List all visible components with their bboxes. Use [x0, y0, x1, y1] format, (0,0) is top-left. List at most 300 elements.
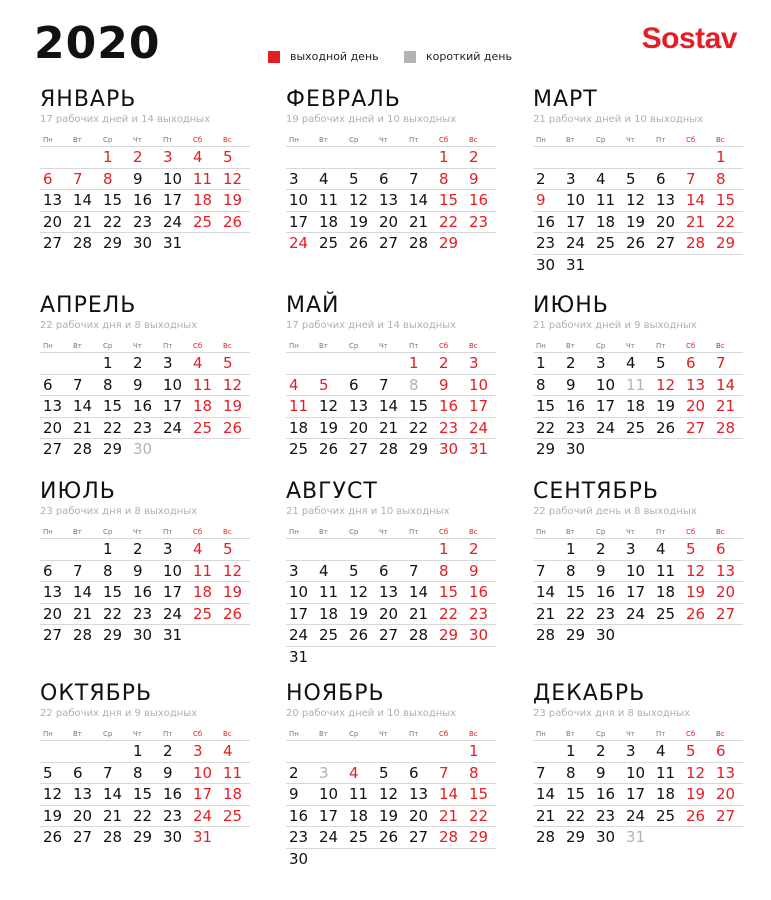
week-row: [286, 646, 496, 668]
month-block: [533, 682, 743, 848]
day-cell: 20: [376, 603, 406, 625]
day-cell: 31: [466, 438, 496, 460]
day-cell: 10: [623, 762, 653, 784]
empty-cell: [316, 352, 346, 374]
day-cell: 27: [653, 232, 683, 254]
empty-cell: [40, 740, 70, 762]
day-cell: 3: [160, 538, 190, 560]
day-cell: 19: [40, 805, 70, 827]
day-cell: 25: [316, 232, 346, 254]
day-cell: 29: [406, 438, 436, 460]
day-cell: 29: [563, 826, 593, 848]
day-cell: 13: [40, 395, 70, 417]
day-cell: 4: [220, 740, 250, 762]
day-cell: 22: [563, 603, 593, 625]
empty-cell: [466, 232, 496, 254]
short-legend-label: короткий день: [426, 50, 512, 63]
empty-cell: [40, 352, 70, 374]
weekday-label: Вт: [73, 528, 82, 536]
day-cell: 14: [70, 189, 100, 211]
day-cell: 28: [70, 232, 100, 254]
day-cell: 25: [220, 805, 250, 827]
week-row: [533, 211, 743, 233]
empty-cell: [286, 352, 316, 374]
day-cell: 26: [623, 232, 653, 254]
day-cell: 22: [436, 211, 466, 233]
empty-cell: [70, 740, 100, 762]
day-cell: 4: [190, 538, 220, 560]
month-block: [286, 480, 496, 667]
day-cell: 5: [220, 146, 250, 168]
day-cell: 27: [406, 826, 436, 848]
week-row: [533, 560, 743, 582]
day-cell: 24: [160, 603, 190, 625]
day-cell: 2: [466, 146, 496, 168]
month-summary: 17 рабочих дней и 14 выходных: [40, 114, 211, 125]
month-block: [286, 88, 496, 254]
day-cell: 16: [466, 189, 496, 211]
day-cell: 26: [346, 232, 376, 254]
day-cell: 3: [563, 168, 593, 190]
day-cell: 6: [376, 560, 406, 582]
day-cell: 27: [713, 603, 743, 625]
day-cell: 29: [713, 232, 743, 254]
day-cell: 3: [160, 146, 190, 168]
empty-cell: [70, 352, 100, 374]
weekday-header: [286, 526, 496, 538]
day-cell: 28: [406, 232, 436, 254]
empty-cell: [376, 352, 406, 374]
day-cell: 14: [406, 189, 436, 211]
day-cell: 30: [436, 438, 466, 460]
weekday-label: Сб: [439, 136, 449, 144]
day-cell: 16: [593, 581, 623, 603]
empty-cell: [593, 438, 623, 460]
day-cell: 21: [713, 395, 743, 417]
weekday-label: Пн: [536, 136, 546, 144]
month-summary: 23 рабочих дня и 8 выходных: [533, 708, 691, 719]
day-cell: 11: [190, 560, 220, 582]
empty-cell: [713, 438, 743, 460]
weekday-label: Чт: [133, 136, 142, 144]
day-cell: 22: [100, 211, 130, 233]
legend-short: [404, 50, 512, 63]
month-block: [286, 682, 496, 869]
week-row: [40, 395, 250, 417]
day-cell: 26: [220, 603, 250, 625]
day-cell: 26: [683, 805, 713, 827]
day-cell: 10: [286, 189, 316, 211]
day-cell: 13: [346, 395, 376, 417]
day-cell: 22: [466, 805, 496, 827]
day-cell: 5: [220, 352, 250, 374]
day-cell: 12: [346, 581, 376, 603]
day-cell: 7: [436, 762, 466, 784]
day-cell: 8: [533, 374, 563, 396]
empty-cell: [40, 538, 70, 560]
week-row: [533, 232, 743, 254]
day-cell: 21: [533, 805, 563, 827]
week-row: [533, 538, 743, 560]
day-cell: 28: [533, 826, 563, 848]
day-cell: 4: [316, 168, 346, 190]
month-summary: 22 рабочих дня и 8 выходных: [40, 320, 198, 331]
day-cell: 1: [130, 740, 160, 762]
day-cell: 22: [406, 417, 436, 439]
day-cell: 28: [70, 438, 100, 460]
day-cell: 28: [406, 624, 436, 646]
week-row: [533, 624, 743, 646]
weekday-label: Вс: [223, 528, 232, 536]
day-cell: 2: [286, 762, 316, 784]
day-cell: 15: [533, 395, 563, 417]
day-cell: 9: [286, 783, 316, 805]
brand-logo: Sostav: [641, 22, 737, 55]
day-cell: 5: [376, 762, 406, 784]
week-row: [286, 168, 496, 190]
day-cell: 17: [160, 581, 190, 603]
day-cell: 15: [100, 189, 130, 211]
day-cell: 20: [653, 211, 683, 233]
week-row: [40, 189, 250, 211]
day-cell: 13: [70, 783, 100, 805]
day-cell: 20: [346, 417, 376, 439]
day-cell: 6: [713, 538, 743, 560]
empty-cell: [190, 438, 220, 460]
day-cell: 3: [466, 352, 496, 374]
week-row: [40, 581, 250, 603]
weekday-label: Ср: [596, 528, 606, 536]
day-cell: 16: [160, 783, 190, 805]
day-cell: 19: [376, 805, 406, 827]
empty-cell: [316, 646, 346, 668]
day-cell: 18: [653, 581, 683, 603]
month-block: [286, 294, 496, 460]
month-name: ИЮНЬ: [533, 293, 609, 318]
day-cell: 12: [683, 560, 713, 582]
empty-cell: [286, 740, 316, 762]
day-cell: 10: [563, 189, 593, 211]
weekday-label: Ср: [596, 730, 606, 738]
day-cell: 13: [713, 560, 743, 582]
day-cell: 29: [563, 624, 593, 646]
day-cell: 15: [563, 783, 593, 805]
day-cell: 5: [683, 538, 713, 560]
weekday-label: Пн: [43, 528, 53, 536]
empty-cell: [713, 624, 743, 646]
weekday-header: [533, 728, 743, 740]
day-cell: 9: [563, 374, 593, 396]
month-name: ФЕВРАЛЬ: [286, 87, 401, 112]
weekday-label: Ср: [103, 136, 113, 144]
empty-cell: [623, 254, 653, 276]
empty-cell: [286, 538, 316, 560]
day-cell: 10: [190, 762, 220, 784]
empty-cell: [713, 254, 743, 276]
day-cell: 12: [376, 783, 406, 805]
day-cell: 15: [436, 581, 466, 603]
day-cell: 19: [346, 603, 376, 625]
day-cell: 4: [190, 146, 220, 168]
day-cell: 14: [376, 395, 406, 417]
day-cell: 29: [436, 624, 466, 646]
day-cell: 16: [466, 581, 496, 603]
day-cell: 23: [563, 417, 593, 439]
week-row: [40, 168, 250, 190]
day-cell: 1: [100, 352, 130, 374]
day-cell: 17: [623, 783, 653, 805]
day-cell: 19: [683, 581, 713, 603]
day-cell: 19: [346, 211, 376, 233]
day-cell: 18: [190, 581, 220, 603]
day-cell: 8: [100, 374, 130, 396]
weekday-header: [533, 134, 743, 146]
week-row: [286, 146, 496, 168]
weekday-label: Чт: [133, 342, 142, 350]
day-cell: 4: [623, 352, 653, 374]
day-cell: 6: [40, 560, 70, 582]
day-cell: 24: [160, 211, 190, 233]
day-cell: 25: [653, 805, 683, 827]
day-cell: 11: [346, 783, 376, 805]
day-cell: 15: [713, 189, 743, 211]
day-cell: 29: [436, 232, 466, 254]
day-cell: 26: [683, 603, 713, 625]
empty-cell: [376, 146, 406, 168]
day-cell: 1: [563, 538, 593, 560]
day-cell: 22: [713, 211, 743, 233]
day-cell: 2: [160, 740, 190, 762]
week-row: [533, 189, 743, 211]
day-cell: 19: [623, 211, 653, 233]
day-cell: 16: [130, 581, 160, 603]
day-cell: 30: [130, 438, 160, 460]
weekday-label: Вс: [223, 730, 232, 738]
weekday-label: Чт: [133, 528, 142, 536]
day-cell: 1: [563, 740, 593, 762]
empty-cell: [466, 848, 496, 870]
day-cell: 10: [160, 560, 190, 582]
day-cell: 2: [130, 352, 160, 374]
day-cell: 25: [190, 603, 220, 625]
day-cell: 20: [683, 395, 713, 417]
day-cell: 19: [653, 395, 683, 417]
day-cell: 16: [130, 189, 160, 211]
day-cell: 3: [623, 538, 653, 560]
empty-cell: [316, 538, 346, 560]
day-cell: 16: [593, 783, 623, 805]
day-cell: 5: [623, 168, 653, 190]
weekday-label: Вт: [73, 730, 82, 738]
empty-cell: [346, 352, 376, 374]
day-cell: 20: [40, 417, 70, 439]
day-cell: 21: [70, 211, 100, 233]
month-block: [40, 480, 250, 646]
day-cell: 20: [376, 211, 406, 233]
day-cell: 16: [286, 805, 316, 827]
day-cell: 18: [593, 211, 623, 233]
day-cell: 25: [190, 417, 220, 439]
day-cell: 28: [100, 826, 130, 848]
weekday-label: Пт: [409, 528, 419, 536]
empty-cell: [70, 146, 100, 168]
weekday-header: [40, 340, 250, 352]
day-cell: 28: [436, 826, 466, 848]
month-block: [40, 88, 250, 254]
weekday-label: Пн: [536, 528, 546, 536]
day-cell: 14: [70, 395, 100, 417]
empty-cell: [346, 146, 376, 168]
day-cell: 5: [40, 762, 70, 784]
day-cell: 10: [316, 783, 346, 805]
day-cell: 19: [220, 395, 250, 417]
weekday-label: Вс: [223, 136, 232, 144]
weekday-label: Пн: [289, 730, 299, 738]
weekday-label: Вс: [223, 342, 232, 350]
empty-cell: [190, 232, 220, 254]
day-cell: 21: [533, 603, 563, 625]
day-cell: 9: [466, 168, 496, 190]
week-row: [286, 624, 496, 646]
day-cell: 22: [100, 417, 130, 439]
day-cell: 16: [130, 395, 160, 417]
empty-cell: [100, 740, 130, 762]
day-cell: 7: [376, 374, 406, 396]
empty-cell: [286, 146, 316, 168]
empty-cell: [346, 740, 376, 762]
weekday-label: Пт: [656, 730, 666, 738]
day-cell: 30: [466, 624, 496, 646]
weekday-header: [286, 134, 496, 146]
weekday-label: Сб: [193, 730, 203, 738]
weekday-label: Пт: [163, 136, 173, 144]
day-cell: 27: [346, 438, 376, 460]
week-row: [286, 438, 496, 460]
weekday-label: Пн: [536, 342, 546, 350]
day-cell: 12: [683, 762, 713, 784]
day-cell: 28: [713, 417, 743, 439]
day-cell: 3: [316, 762, 346, 784]
weekday-label: Ср: [596, 342, 606, 350]
week-row: [533, 352, 743, 374]
day-cell: 16: [563, 395, 593, 417]
day-cell: 18: [346, 805, 376, 827]
day-cell: 25: [316, 624, 346, 646]
day-cell: 30: [563, 438, 593, 460]
empty-cell: [683, 146, 713, 168]
day-cell: 20: [713, 581, 743, 603]
weekday-label: Вт: [319, 528, 328, 536]
day-cell: 20: [70, 805, 100, 827]
day-cell: 30: [593, 826, 623, 848]
day-cell: 1: [436, 146, 466, 168]
empty-cell: [533, 538, 563, 560]
month-name: ИЮЛЬ: [40, 479, 116, 504]
day-cell: 25: [346, 826, 376, 848]
day-cell: 25: [286, 438, 316, 460]
day-cell: 6: [376, 168, 406, 190]
weekday-header: [533, 340, 743, 352]
empty-cell: [406, 740, 436, 762]
empty-cell: [683, 438, 713, 460]
empty-cell: [220, 826, 250, 848]
empty-cell: [406, 646, 436, 668]
weekday-label: Вт: [319, 136, 328, 144]
day-cell: 11: [623, 374, 653, 396]
day-cell: 12: [346, 189, 376, 211]
month-summary: 21 рабочих дней и 10 выходных: [533, 114, 704, 125]
weekday-label: Ср: [103, 342, 113, 350]
week-row: [40, 438, 250, 460]
week-row: [40, 783, 250, 805]
day-cell: 21: [376, 417, 406, 439]
day-cell: 7: [70, 560, 100, 582]
day-cell: 14: [533, 581, 563, 603]
month-name: ЯНВАРЬ: [40, 87, 137, 112]
day-cell: 9: [593, 560, 623, 582]
week-row: [286, 740, 496, 762]
day-cell: 15: [130, 783, 160, 805]
day-cell: 8: [563, 762, 593, 784]
day-cell: 6: [713, 740, 743, 762]
day-cell: 16: [436, 395, 466, 417]
empty-cell: [683, 624, 713, 646]
day-cell: 27: [376, 624, 406, 646]
empty-cell: [713, 826, 743, 848]
day-cell: 1: [713, 146, 743, 168]
day-cell: 5: [346, 560, 376, 582]
day-cell: 7: [533, 560, 563, 582]
weekday-label: Вс: [469, 730, 478, 738]
day-cell: 26: [376, 826, 406, 848]
day-cell: 14: [406, 581, 436, 603]
day-cell: 7: [100, 762, 130, 784]
week-row: [40, 146, 250, 168]
day-cell: 6: [40, 168, 70, 190]
year-title: 2020: [34, 18, 161, 69]
empty-cell: [436, 848, 466, 870]
day-cell: 20: [713, 783, 743, 805]
day-cell: 22: [533, 417, 563, 439]
empty-cell: [593, 254, 623, 276]
day-cell: 19: [220, 189, 250, 211]
day-cell: 20: [40, 211, 70, 233]
day-cell: 9: [533, 189, 563, 211]
day-cell: 23: [160, 805, 190, 827]
day-cell: 3: [623, 740, 653, 762]
month-block: [533, 480, 743, 646]
day-cell: 2: [533, 168, 563, 190]
day-cell: 8: [406, 374, 436, 396]
day-cell: 24: [190, 805, 220, 827]
week-row: [40, 417, 250, 439]
day-cell: 2: [130, 538, 160, 560]
day-cell: 30: [130, 232, 160, 254]
weekday-label: Вт: [566, 528, 575, 536]
day-cell: 31: [563, 254, 593, 276]
day-cell: 17: [286, 603, 316, 625]
empty-cell: [563, 146, 593, 168]
week-row: [286, 805, 496, 827]
weekday-label: Пт: [409, 136, 419, 144]
month-summary: 22 рабочий день и 8 выходных: [533, 506, 697, 517]
day-cell: 26: [220, 417, 250, 439]
empty-cell: [346, 646, 376, 668]
day-cell: 31: [286, 646, 316, 668]
empty-cell: [653, 438, 683, 460]
day-cell: 14: [70, 581, 100, 603]
day-cell: 26: [653, 417, 683, 439]
